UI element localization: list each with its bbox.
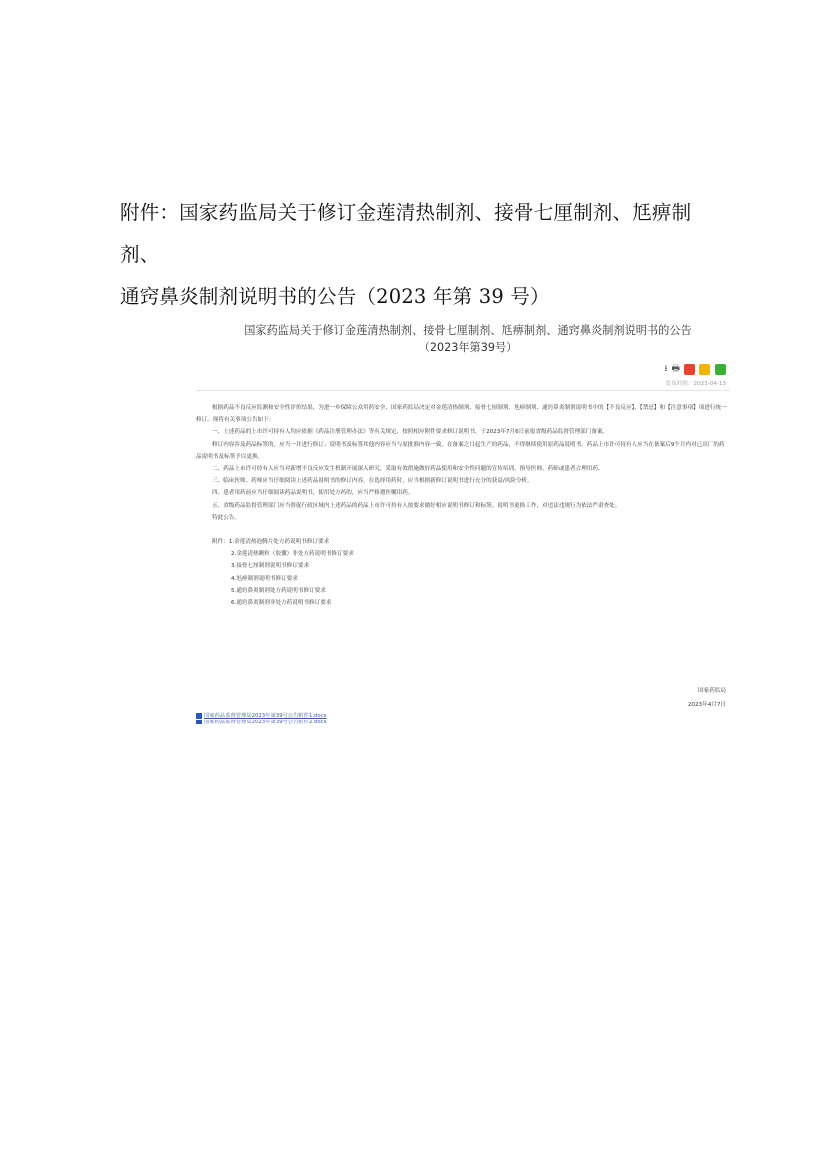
attachment-item: 2.金莲清热颗粒（胶囊）非处方药说明书修订要求 bbox=[231, 551, 354, 558]
download-icon[interactable]: ⭳ bbox=[664, 364, 668, 374]
print-icon[interactable]: 🖶 bbox=[671, 364, 680, 374]
paragraph: 一、上述药品的上市许可持有人均应依据《药品注册管理办法》等有关规定，按照相应附件要求修订说明书，于2023年7月6日前报省级药品监督管理部门备案。 bbox=[212, 429, 609, 436]
document-heading bbox=[120, 192, 720, 318]
signing-date: 2023年4月7日 bbox=[687, 702, 726, 708]
embedded-announcement-screenshot bbox=[196, 316, 730, 728]
paragraph: 五、省级药品监督管理部门应当督促行政区域内上述药品的药品上市许可持有人按要求做好相应说明书修订和标签、说明书更换工作，对违法违规行为依法严肃查处。 bbox=[212, 502, 621, 509]
attachment-item: 3.接骨七厘制剂说明书修订要求 bbox=[231, 563, 310, 570]
file-download-link[interactable] bbox=[196, 720, 327, 724]
attachment-item: 4.尪痹制剂说明书修订要求 bbox=[231, 575, 298, 582]
qzone-share-icon[interactable] bbox=[699, 364, 710, 375]
file-name: 国家药品监督管理局2023年第39号公告附件2.docx bbox=[204, 720, 327, 724]
announcement-title-line-1: 国家药监局关于修订金莲清热制剂、接骨七厘制剂、尪痹制剂、通窍鼻炎制剂说明书的公告 bbox=[244, 324, 692, 337]
paragraph: 二、药品上市许可持有人应当对新增不良反应发生机制开展深入研究，采取有效措施做好药品使用和安全性问题的宣传培训，指导医师、药师或患者合理用药。 bbox=[212, 466, 604, 473]
wechat-share-icon[interactable] bbox=[715, 364, 726, 375]
attachment-list bbox=[196, 536, 730, 548]
paragraph: 四、患者用药前应当仔细阅读药品说明书，使用处方药的，应当严格遵医嘱用药。 bbox=[212, 490, 414, 497]
announcement-title bbox=[196, 322, 730, 356]
weibo-share-icon[interactable] bbox=[684, 364, 695, 375]
paragraph: 根据药品不良反应监测和安全性评价结果，为进一步保障公众用药安全，国家药监局决定对金莲清热制剂、接骨七厘制剂、尪痹制剂、通窍鼻炎制剂说明书中的【不良反应】、【禁忌】和【注意事项】项进行统一修订。现将有关事项公告如下： bbox=[196, 405, 727, 424]
paragraph: 特此公告。 bbox=[212, 514, 240, 521]
attachment-item: 6.通窍鼻炎制剂非处方药说明书修订要求 bbox=[231, 600, 332, 607]
toolbar bbox=[664, 361, 726, 377]
publish-date: 发布时间：2023-04-13 bbox=[665, 381, 726, 387]
signing-organization: 国家药监局 bbox=[698, 688, 726, 694]
paragraph: 三、临床医师、药师应当仔细阅读上述药品说明书的修订内容，在选择用药时，应当根据新修订说明书进行充分的获益/风险分析。 bbox=[212, 478, 533, 485]
heading-line-1: 附件：国家药监局关于修订金莲清热制剂、接骨七厘制剂、尪痹制剂、 bbox=[120, 201, 692, 266]
word-file-icon bbox=[196, 713, 202, 719]
file-download-link[interactable] bbox=[196, 712, 327, 720]
announcement-body bbox=[196, 402, 730, 609]
attachments-label: 附件： bbox=[212, 539, 229, 546]
paragraph: 修订内容涉及药品标签的，应当一并进行修订；说明书及标签其他内容应当与原批准内容一致。在备案之日起生产的药品，不得继续使用原药品说明书。药品上市许可持有人应当在备案后9个月内对已出厂的药品说明书及标签予以更换。 bbox=[196, 441, 725, 460]
word-file-icon bbox=[196, 720, 202, 724]
attachment-item: 1.金莲清热泡腾片处方药说明书修订要求 bbox=[228, 539, 330, 546]
divider bbox=[196, 390, 730, 391]
attachment-item: 5.通窍鼻炎制剂处方药说明书修订要求 bbox=[231, 587, 326, 594]
announcement-title-line-2: （2023年第39号） bbox=[418, 341, 518, 354]
signature-block bbox=[688, 684, 726, 712]
file-name: 国家药品监督管理局2023年第39号公告附件1.docx bbox=[204, 713, 327, 719]
heading-line-2: 通窍鼻炎制剂说明书的公告（2023 年第 39 号） bbox=[120, 285, 550, 308]
file-downloads bbox=[196, 712, 327, 724]
